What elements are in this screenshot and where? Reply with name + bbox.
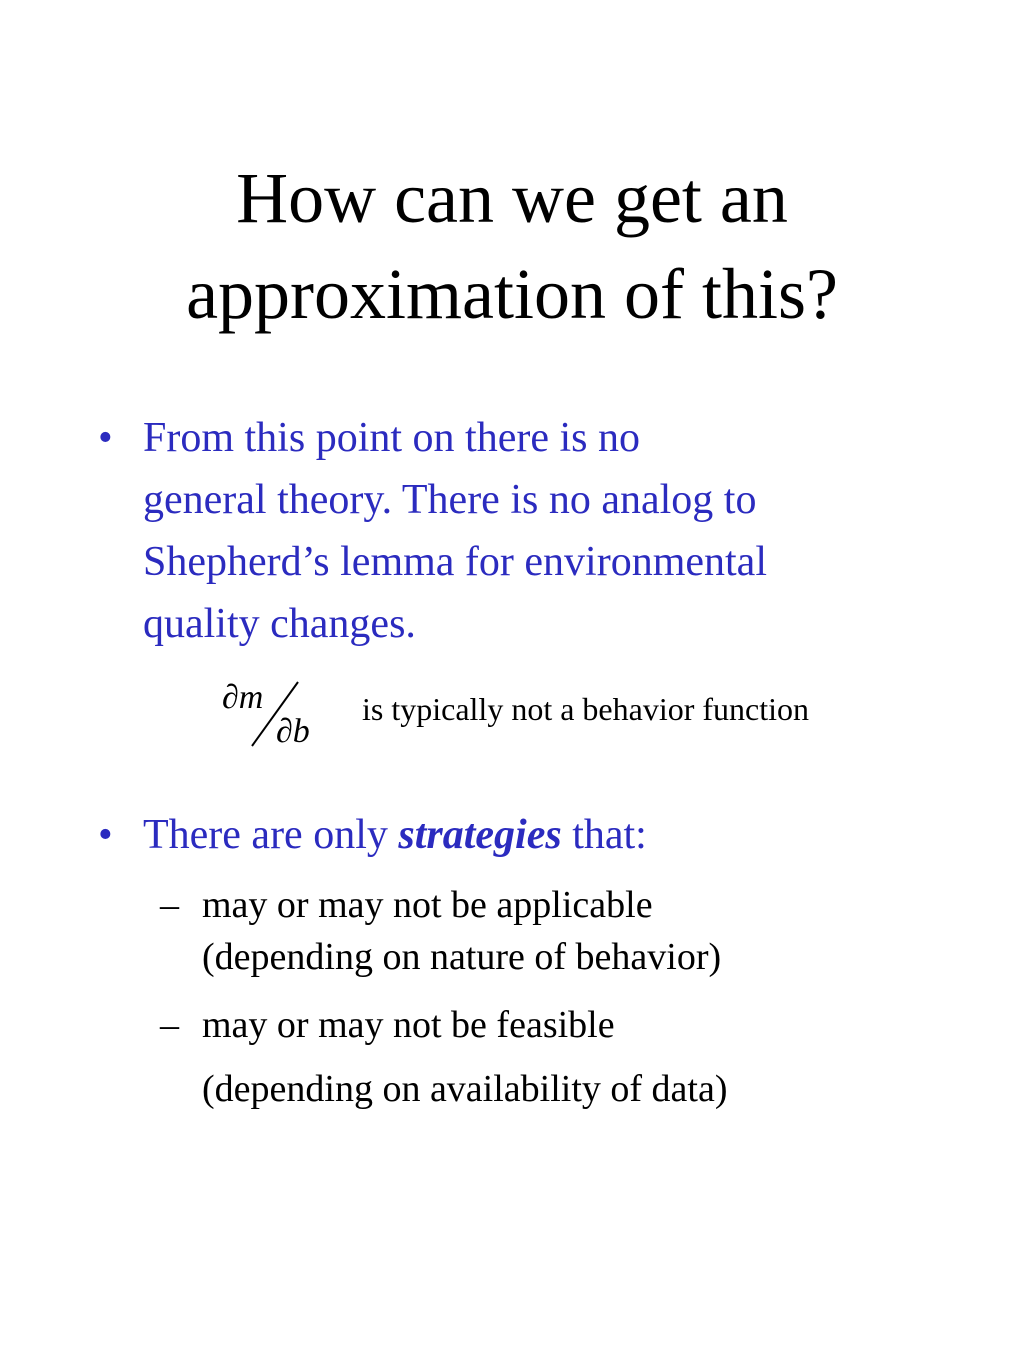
bullet-line: From this point on there is no: [143, 415, 640, 461]
sub-bullet-line: may or may not be applicable: [202, 884, 653, 926]
formula-note: is typically not a behavior function: [362, 691, 809, 727]
formula-denominator: ∂b: [276, 713, 310, 750]
bullet-strategies: [98, 804, 978, 866]
title-line-2: approximation of this?: [186, 254, 838, 334]
title-line-1: How can we get an: [236, 158, 788, 238]
sub-bullet-continuation: (depending on availability of data): [202, 1068, 728, 1110]
formula-numerator: ∂m: [222, 679, 264, 716]
sub-bullet-line: may or may not be feasible: [202, 1004, 615, 1046]
partial-derivative-formula: [218, 676, 338, 756]
sub-bullet-text: [202, 999, 615, 1051]
bullet-emphasis: strategies: [398, 812, 562, 858]
bullet-marker: •: [98, 415, 113, 461]
bullet-marker: •: [98, 812, 113, 858]
sub-bullet-marker: –: [160, 1004, 179, 1046]
slide-title: [0, 150, 1024, 342]
bullet-general-theory: [98, 407, 978, 667]
bullet-line: general theory. There is no analog to: [143, 477, 757, 523]
bullet-text: [143, 804, 647, 866]
bullet-text: [143, 407, 767, 655]
sub-bullet-applicable: [160, 879, 860, 989]
sub-bullet-marker: –: [160, 884, 179, 926]
sub-bullet-text: [202, 879, 721, 983]
bullet-prefix: There are only: [143, 812, 399, 858]
bullet-suffix: that:: [561, 812, 647, 858]
bullet-line: quality changes.: [143, 601, 416, 647]
bullet-line: Shepherd’s lemma for environmental: [143, 539, 767, 585]
sub-bullet-feasible: [160, 999, 860, 1051]
sub-bullet-line: (depending on nature of behavior): [202, 936, 722, 978]
